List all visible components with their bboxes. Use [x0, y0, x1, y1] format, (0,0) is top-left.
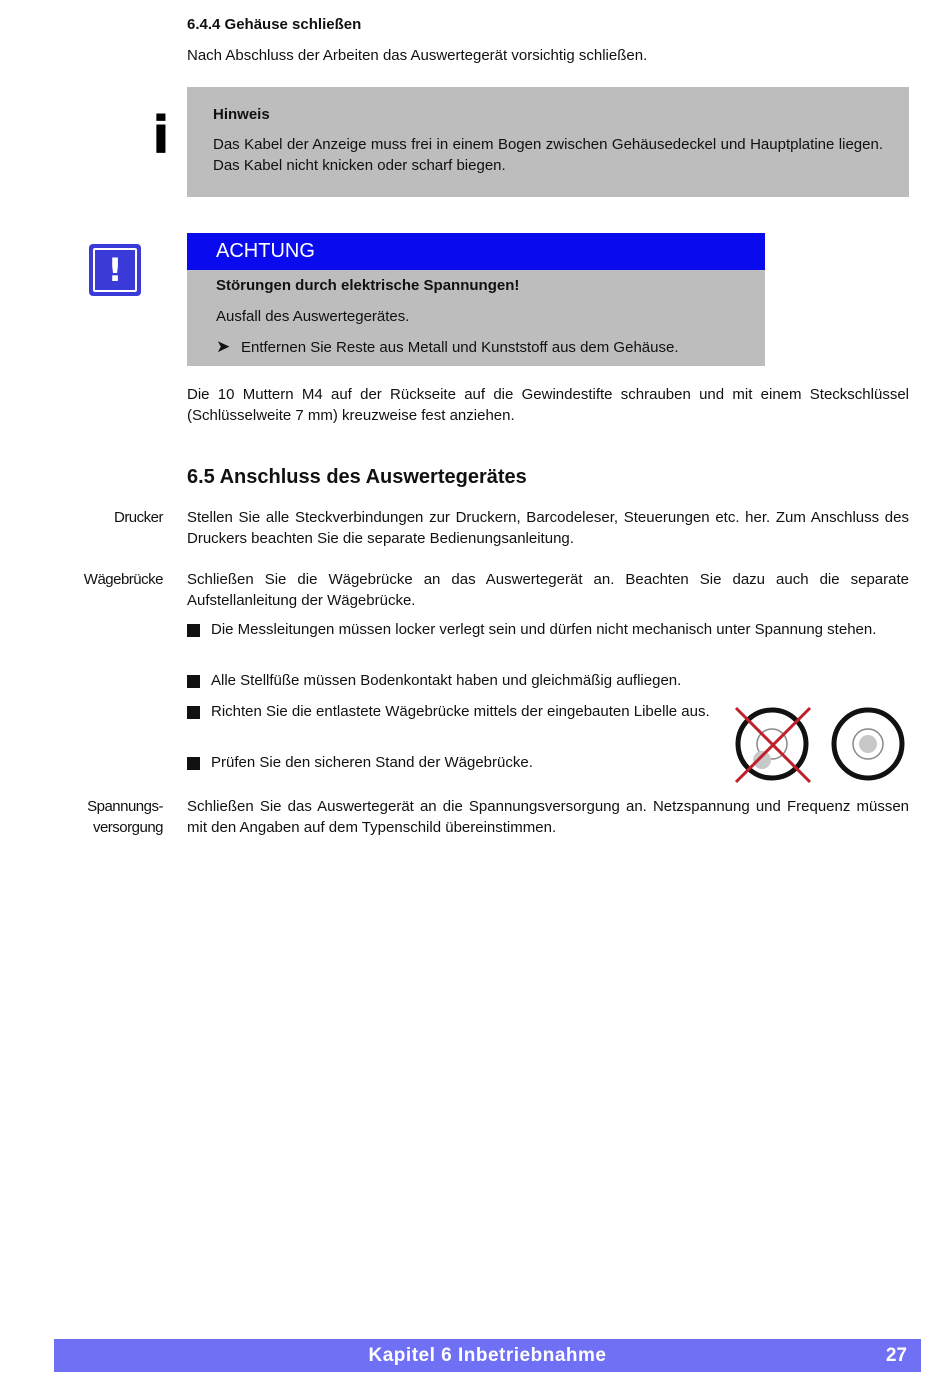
- bullet-marker: [187, 624, 200, 637]
- side-label-scale: Wägebrücke: [83, 571, 163, 588]
- warning-title: Störungen durch elektrische Spannungen!: [216, 277, 520, 294]
- power-text: Schließen Sie das Auswertegerät an die Spannungsversorgung an. Netzspannung und Frequenz müssen mit den Angaben auf dem Typenschild übereinstimmen.: [187, 798, 909, 836]
- nuts-text: Die 10 Muttern M4 auf der Rückseite auf die Gewindestifte schrauben und mit einem Steckschlüssel (Schlüsselweite 7 mm) kreuzweise fest anziehen.: [187, 386, 909, 424]
- info-icon: i: [152, 106, 170, 166]
- scale-text: Schließen Sie die Wägebrücke an das Auswertegerät an. Beachten Sie dazu auch die separate Aufstellanleitung der Wägebrücke.: [187, 571, 909, 609]
- warning-consequence: Ausfall des Auswertegerätes.: [216, 308, 410, 325]
- side-label-printer: Drucker: [113, 509, 163, 526]
- bullet-item: Prüfen Sie den sicheren Stand der Wägebrücke.: [211, 754, 533, 771]
- bullet-item: Richten Sie die entlastete Wägebrücke mittels der eingebauten Libelle aus.: [211, 703, 710, 720]
- bullet-item: Die Messleitungen müssen locker verlegt sein und dürfen nicht mechanisch unter Spannung stehen.: [211, 621, 877, 638]
- section-heading-644: 6.4.4 Gehäuse schließen: [187, 16, 362, 33]
- warning-box: [187, 233, 765, 366]
- chapter-title: Kapitel 6 Inbetriebnahme: [368, 1345, 607, 1366]
- bullet-item: Alle Stellfüße müssen Bodenkontakt haben und gleichmäßig aufliegen.: [211, 672, 682, 689]
- side-label-power: [40, 796, 163, 838]
- warning-header-label: ACHTUNG: [216, 240, 315, 262]
- warning-action: Entfernen Sie Reste aus Metall und Kunststoff aus dem Gehäuse.: [241, 339, 679, 356]
- page-number: 27: [885, 1345, 907, 1366]
- bullet-marker: [187, 757, 200, 770]
- section-heading-65: 6.5 Anschluss des Auswertegerätes: [187, 466, 527, 488]
- hint-text: Das Kabel der Anzeige muss frei in einem Bogen zwischen Gehäusedeckel und Hauptplatine liegen. Das Kabel nicht knicken oder scharf biegen.: [213, 136, 883, 174]
- side-label-power-line2: versorgung: [92, 819, 163, 836]
- page-footer: [54, 1339, 921, 1372]
- hint-box: [187, 87, 909, 197]
- bullet-marker: [187, 675, 200, 688]
- exclamation-glyph: !: [93, 248, 137, 292]
- hint-title: Hinweis: [213, 106, 270, 123]
- printer-text: Stellen Sie alle Steckverbindungen zur Druckern, Barcodeleser, Steuerungen etc. her. Zum Anschluss des Druckers beachten Sie die separate Bedienungsanleitung.: [187, 509, 909, 547]
- level-bubble-correct-icon: [834, 710, 902, 778]
- section-text-644: Nach Abschluss der Arbeiten das Auswertegerät vorsichtig schließen.: [187, 47, 648, 64]
- arrow-icon: ➤: [216, 337, 231, 357]
- warning-icon: [89, 244, 141, 296]
- level-bubble-wrong-icon: [736, 708, 810, 782]
- level-illustration: [728, 702, 910, 786]
- side-label-power-line1: Spannungs-: [87, 798, 163, 815]
- bullet-marker: [187, 706, 200, 719]
- warning-header: [187, 233, 765, 270]
